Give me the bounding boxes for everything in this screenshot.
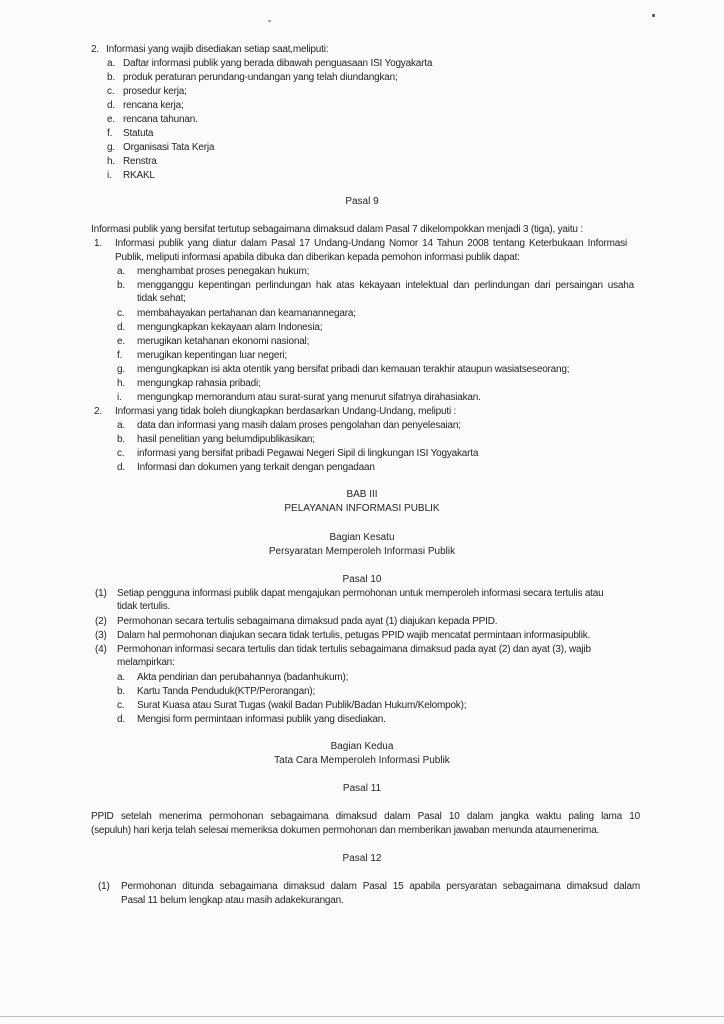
list-marker: b. <box>107 72 115 83</box>
list-item: Daftar informasi publik yang berada dibawah penguasaan ISI Yogyakarta <box>123 58 433 69</box>
list-marker: h. <box>117 378 125 389</box>
list-item: hasil penelitian yang belumdipublikasikan; <box>137 434 315 445</box>
section-heading: Bagian Kesatu <box>329 532 395 543</box>
list-item: RKAKL <box>123 170 155 181</box>
list-marker: h. <box>107 156 115 167</box>
list-marker: (1) <box>98 881 110 892</box>
list-item: rencana kerja; <box>123 100 184 111</box>
paragraph-line: Publik, meliputi informasi apabila dibuka dan diberikan kepada pemohon informasi publik dapat: <box>115 252 520 263</box>
list-marker: (2) <box>95 616 107 627</box>
section-subtitle: Persyaratan Memperoleh Informasi Publik <box>268 546 456 557</box>
list-marker: c. <box>117 308 125 319</box>
list-marker: a. <box>117 266 125 277</box>
paragraph-line: melampirkan: <box>117 657 175 668</box>
list-marker: a. <box>117 420 125 431</box>
list-marker: f. <box>117 350 123 361</box>
list-marker: (3) <box>95 630 107 641</box>
list-marker: f. <box>107 128 113 139</box>
section-heading: Bagian Kedua <box>330 741 394 752</box>
list-item: Akta pendirian dan perubahannya (badanhukum); <box>137 672 349 683</box>
list-item: mengungkapkan kekayaan alam Indonesia; <box>137 322 323 333</box>
list-marker: d. <box>107 100 115 111</box>
paragraph-line: Setiap pengguna informasi publik dapat mengajukan permohonan untuk memperoleh informasi secara tertulis atau <box>117 588 604 599</box>
list-item: merugikan kepentingan luar negeri; <box>137 350 287 361</box>
list-marker: (1) <box>95 588 107 599</box>
pasal-heading: Pasal 12 <box>342 853 382 864</box>
list-item: produk peraturan perundang-undangan yang telah diundangkan; <box>123 72 398 83</box>
list-marker: d. <box>117 322 125 333</box>
list-marker: b. <box>117 434 125 445</box>
pasal-heading: Pasal 11 <box>342 783 382 794</box>
section-subtitle: Tata Cara Memperoleh Informasi Publik <box>274 755 450 766</box>
paragraph: Informasi publik yang bersifat tertutup sebagaimana dimaksud dalam Pasal 7 dikelompokkan menjadi 3 (tiga), yaitu : <box>91 224 583 235</box>
list-item: Surat Kuasa atau Surat Tugas (wakil Badan Publik/Badan Hukum/Kelompok); <box>137 700 467 711</box>
scan-mark <box>268 20 271 22</box>
list-marker: e. <box>107 114 115 125</box>
section-intro: Informasi yang wajib disediakan setiap saat,meliputi: <box>106 44 329 55</box>
paragraph-line: Dalam hal permohonan diajukan secara tidak tertulis, petugas PPID wajib mencatat permintaan informasipublik. <box>117 630 591 641</box>
list-item: data dan informasi yang masih dalam proses pengolahan dan penyelesaian; <box>137 420 461 431</box>
list-item: Informasi dan dokumen yang terkait dengan pengadaan <box>137 462 375 473</box>
list-item: mengganggu kepentingan perlindungan hak atas kekayaan intelektual dan perlindungan dari persaingan usaha <box>137 280 634 291</box>
list-item: prosedur kerja; <box>123 86 187 97</box>
list-marker: c. <box>107 86 115 97</box>
list-item: Statuta <box>123 128 154 139</box>
paragraph-line: tidak tertulis. <box>117 601 171 612</box>
list-marker: (4) <box>95 644 107 655</box>
chapter-heading: BAB III <box>346 489 378 500</box>
pasal-heading: Pasal 10 <box>342 574 382 585</box>
list-marker: i. <box>117 392 122 403</box>
list-item: Organisasi Tata Kerja <box>123 142 215 153</box>
scan-mark <box>652 14 655 17</box>
list-marker: c. <box>117 448 125 459</box>
list-item: rencana tahunan. <box>123 114 198 125</box>
paragraph-line: Permohonan secara tertulis sebagaimana dimaksud pada ayat (1) diajukan kepada PPID. <box>117 616 498 627</box>
scan-mark <box>0 1016 724 1017</box>
list-marker: d. <box>117 714 125 725</box>
list-marker: i. <box>107 170 112 181</box>
pasal-heading: Pasal 9 <box>345 196 379 207</box>
list-item: membahayakan pertahanan dan keamanannegara; <box>137 308 356 319</box>
list-marker: 1. <box>94 238 102 249</box>
paragraph-line: (sepuluh) hari kerja telah selesai memeriksa dokumen permohonan dan memberikan jawaban menunda ataumenerima. <box>91 825 600 836</box>
paragraph-line: Pasal 11 belum lengkap atau masih adakekurangan. <box>121 895 344 906</box>
list-marker: e. <box>117 336 125 347</box>
list-item: merugikan ketahanan ekonomi nasional; <box>137 336 310 347</box>
list-item-continued: tidak sehat; <box>137 293 186 304</box>
list-marker: a. <box>107 58 115 69</box>
paragraph-line: PPID setelah menerima permohonan sebagaimana dimaksud dalam Pasal 10 dalam jangka waktu paling lama 10 <box>91 811 640 822</box>
list-marker: b. <box>117 280 125 291</box>
list-marker: d. <box>117 462 125 473</box>
list-marker: b. <box>117 686 125 697</box>
list-item: informasi yang bersifat pribadi Pegawai Negeri Sipil di lingkungan ISI Yogyakarta <box>137 448 479 459</box>
list-item: menghambat proses penegakan hukum; <box>137 266 310 277</box>
paragraph-line: Permohonan ditunda sebagaimana dimaksud dalam Pasal 15 apabila persyaratan sebagaimana dimaksud dalam <box>121 881 640 892</box>
list-marker: a. <box>117 672 125 683</box>
list-item: Kartu Tanda Penduduk(KTP/Perorangan); <box>137 686 316 697</box>
list-item: Mengisi form permintaan informasi publik yang disediakan. <box>137 714 386 725</box>
paragraph-line: Informasi publik yang diatur dalam Pasal 17 Undang-Undang Nomor 14 Tahun 2008 tentang Keterbukaan Informasi <box>115 238 627 249</box>
list-marker: g. <box>107 142 115 153</box>
list-item: Renstra <box>123 156 157 167</box>
list-marker: c. <box>117 700 125 711</box>
paragraph-line: Informasi yang tidak boleh diungkapkan berdasarkan Undang-Undang, meliputi : <box>115 406 457 417</box>
list-item: mengungkapkan isi akta otentik yang bersifat pribadi dan kemauan terakhir ataupun wasiatseseorang; <box>137 364 570 375</box>
list-marker: 2. <box>91 44 99 55</box>
paragraph-line: Permohonan informasi secara tertulis dan tidak tertulis sebagaimana dimaksud pada ayat (2) dan ayat (3), wajib <box>117 644 591 655</box>
list-marker: g. <box>117 364 125 375</box>
list-item: mengungkap rahasia pribadi; <box>137 378 261 389</box>
chapter-subtitle: PELAYANAN INFORMASI PUBLIK <box>284 503 440 514</box>
list-item: mengungkap memorandum atau surat-surat yang menurut sifatnya dirahasiakan. <box>137 392 481 403</box>
list-marker: 2. <box>94 406 102 417</box>
